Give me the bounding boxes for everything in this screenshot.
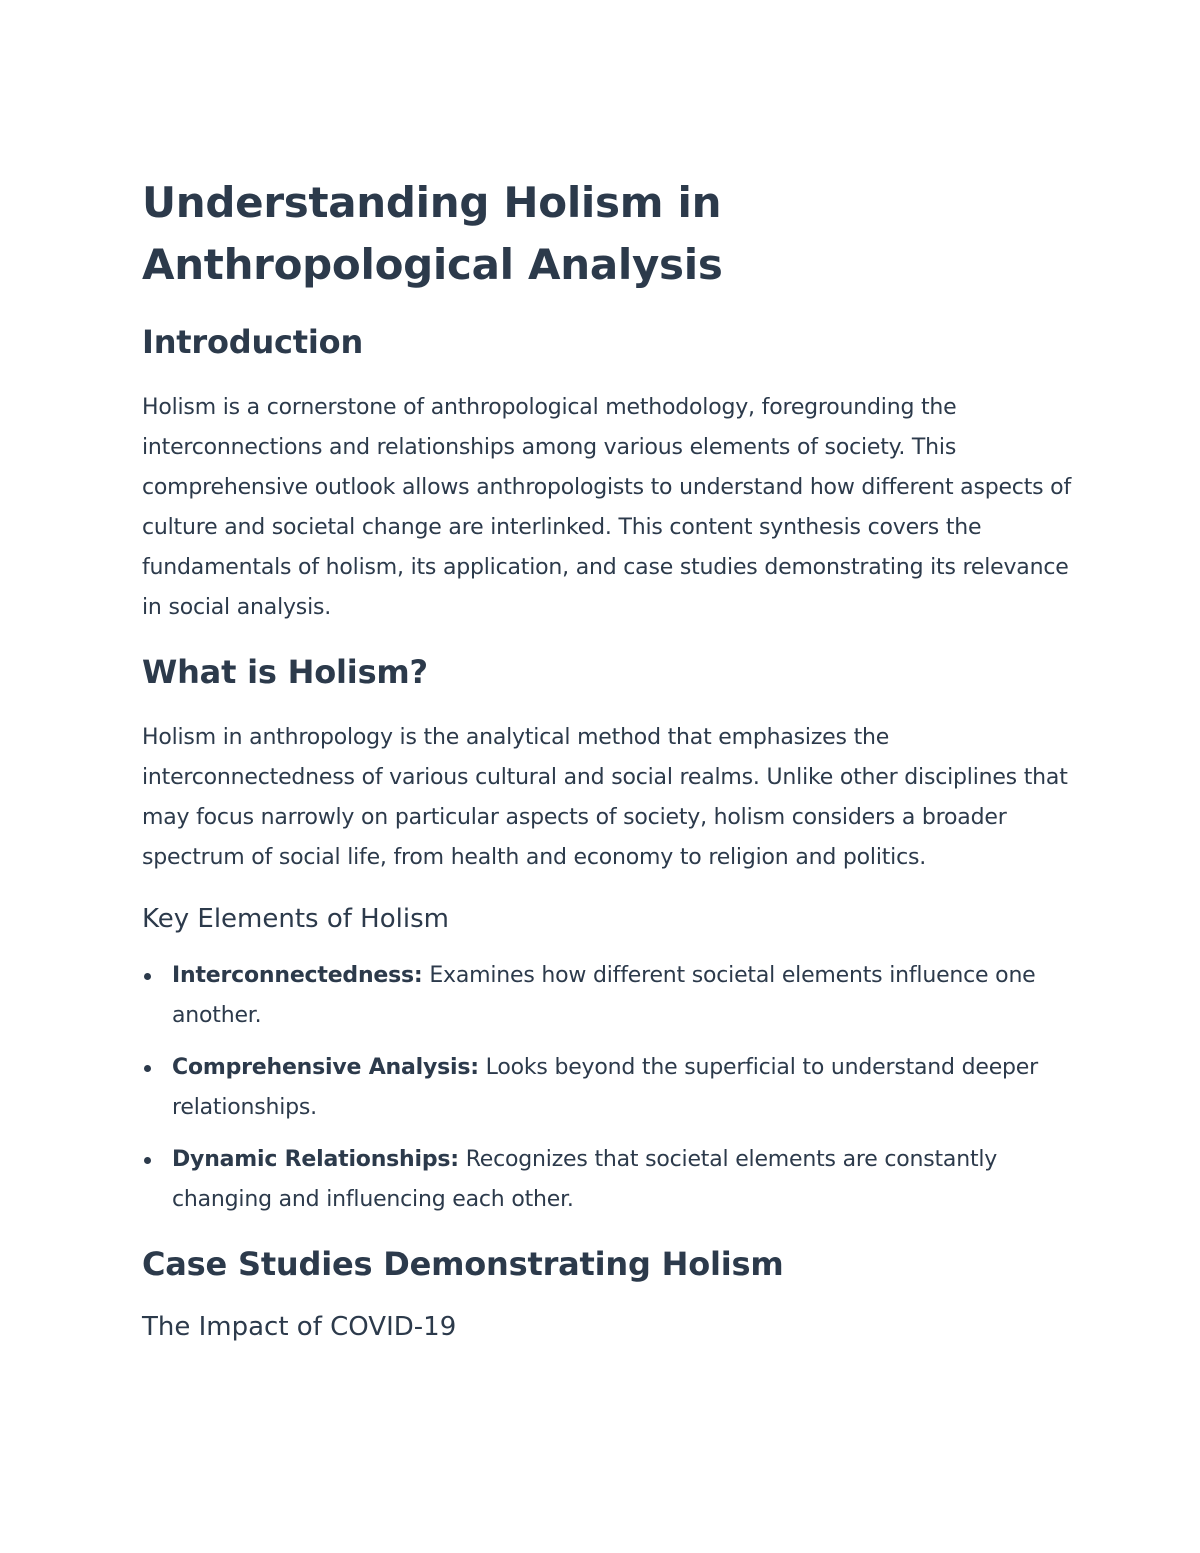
list-item-text: Examines how different societal elements influence one another.	[172, 963, 1036, 1028]
subheading-key-elements: Key Elements of Holism	[142, 904, 449, 934]
section-introduction	[142, 322, 1072, 628]
section-heading-introduction: Introduction	[142, 323, 364, 361]
section-heading-case-studies: Case Studies Demonstrating Holism	[142, 1245, 784, 1283]
list-item-text: Recognizes that societal elements are constantly changing and influencing each other.	[172, 1147, 998, 1212]
list-item	[142, 1048, 1072, 1128]
section-case-studies	[142, 1244, 1072, 1344]
key-elements-list	[142, 956, 1072, 1220]
subheading-covid-19: The Impact of COVID-19	[142, 1312, 457, 1342]
section-heading-what-is-holism: What is Holism?	[142, 653, 428, 691]
document-page	[142, 172, 1072, 1364]
bullet-icon	[144, 1065, 151, 1072]
list-item-text: Looks beyond the superficial to understand deeper relationships.	[172, 1055, 1038, 1120]
introduction-paragraph: Holism is a cornerstone of anthropological methodology, foregrounding the interconnections and relationships among various elements of society. This comprehensive outlook allows anthropologists to understand how different aspects of culture and societal change are interlinked. This content synthesis covers the fundamentals of holism, its application, and case studies demonstrating its relevance in social analysis.	[142, 395, 1071, 620]
document-title: Understanding Holism in Anthropological Analysis	[142, 178, 723, 289]
list-item-term: Comprehensive Analysis:	[172, 1055, 479, 1080]
bullet-icon	[144, 973, 151, 980]
bullet-icon	[144, 1157, 151, 1164]
list-item	[142, 1140, 1072, 1220]
what-is-holism-paragraph: Holism in anthropology is the analytical method that emphasizes the interconnectedness of various cultural and social realms. Unlike other disciplines that may focus narrowly on particular aspects of society, holism considers a broader spectrum of social life, from health and economy to religion and politics.	[142, 725, 1068, 870]
list-item-term: Dynamic Relationships:	[172, 1147, 459, 1172]
list-item	[142, 956, 1072, 1036]
list-item-term: Interconnectedness:	[172, 963, 423, 988]
section-what-is-holism	[142, 652, 1072, 1220]
